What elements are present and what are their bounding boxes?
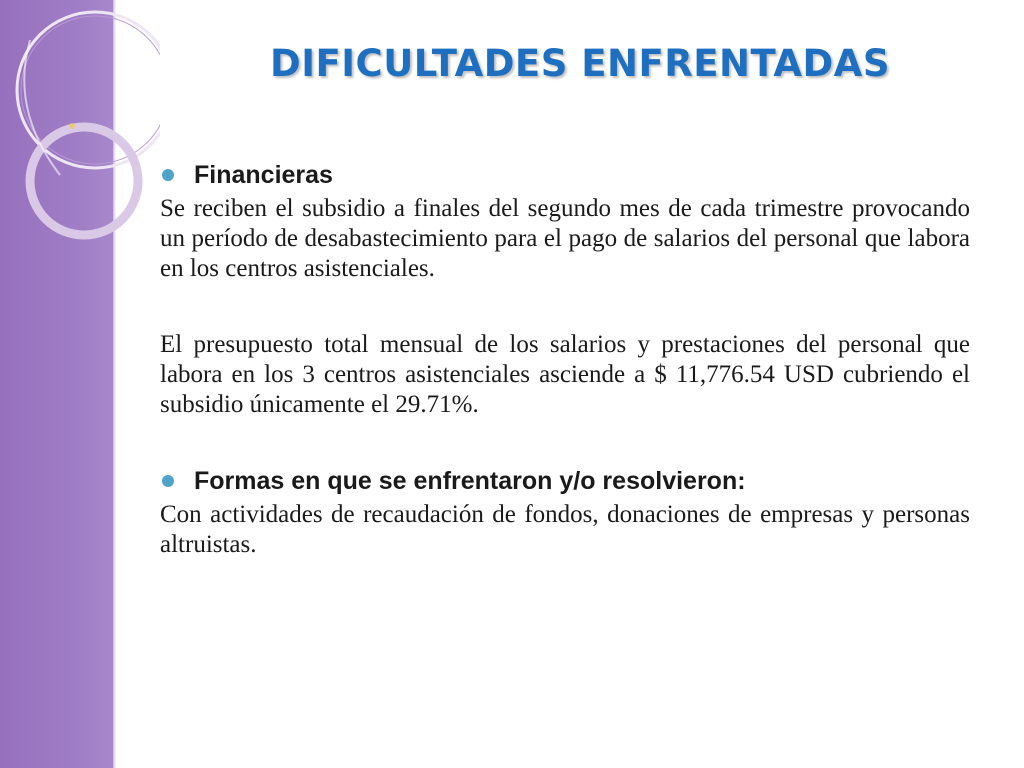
paragraph-presupuesto: El presupuesto total mensual de los salarios y prestaciones del personal que labora en los 3 centros asistenciales asciende a $ 11,776.54 USD cubriendo el subsidio únicamente el 29.71%.	[160, 331, 970, 418]
circle-rings-decoration	[0, 0, 160, 300]
bullet-dot-icon	[162, 475, 174, 487]
bullet-heading-text: Formas en que se enfrentaron y/o resolvieron:	[194, 467, 746, 495]
bullet-heading-financieras	[160, 160, 970, 190]
bullet-dot-icon	[162, 169, 174, 181]
bullet-heading-formas	[160, 466, 970, 496]
slide-title: DIFICULTADES ENFRENTADAS	[270, 42, 890, 85]
bullet-heading-text: Financieras	[194, 161, 333, 189]
paragraph-subsidio: Se reciben el subsidio a finales del segundo mes de cada trimestre provocando un período de desabastecimiento para el pago de salarios del personal que labora en los centros asistenciales.	[160, 195, 970, 282]
paragraph-actividades: Con actividades de recaudación de fondos, donaciones de empresas y personas altruistas.	[160, 501, 970, 558]
slide-content	[160, 160, 970, 560]
